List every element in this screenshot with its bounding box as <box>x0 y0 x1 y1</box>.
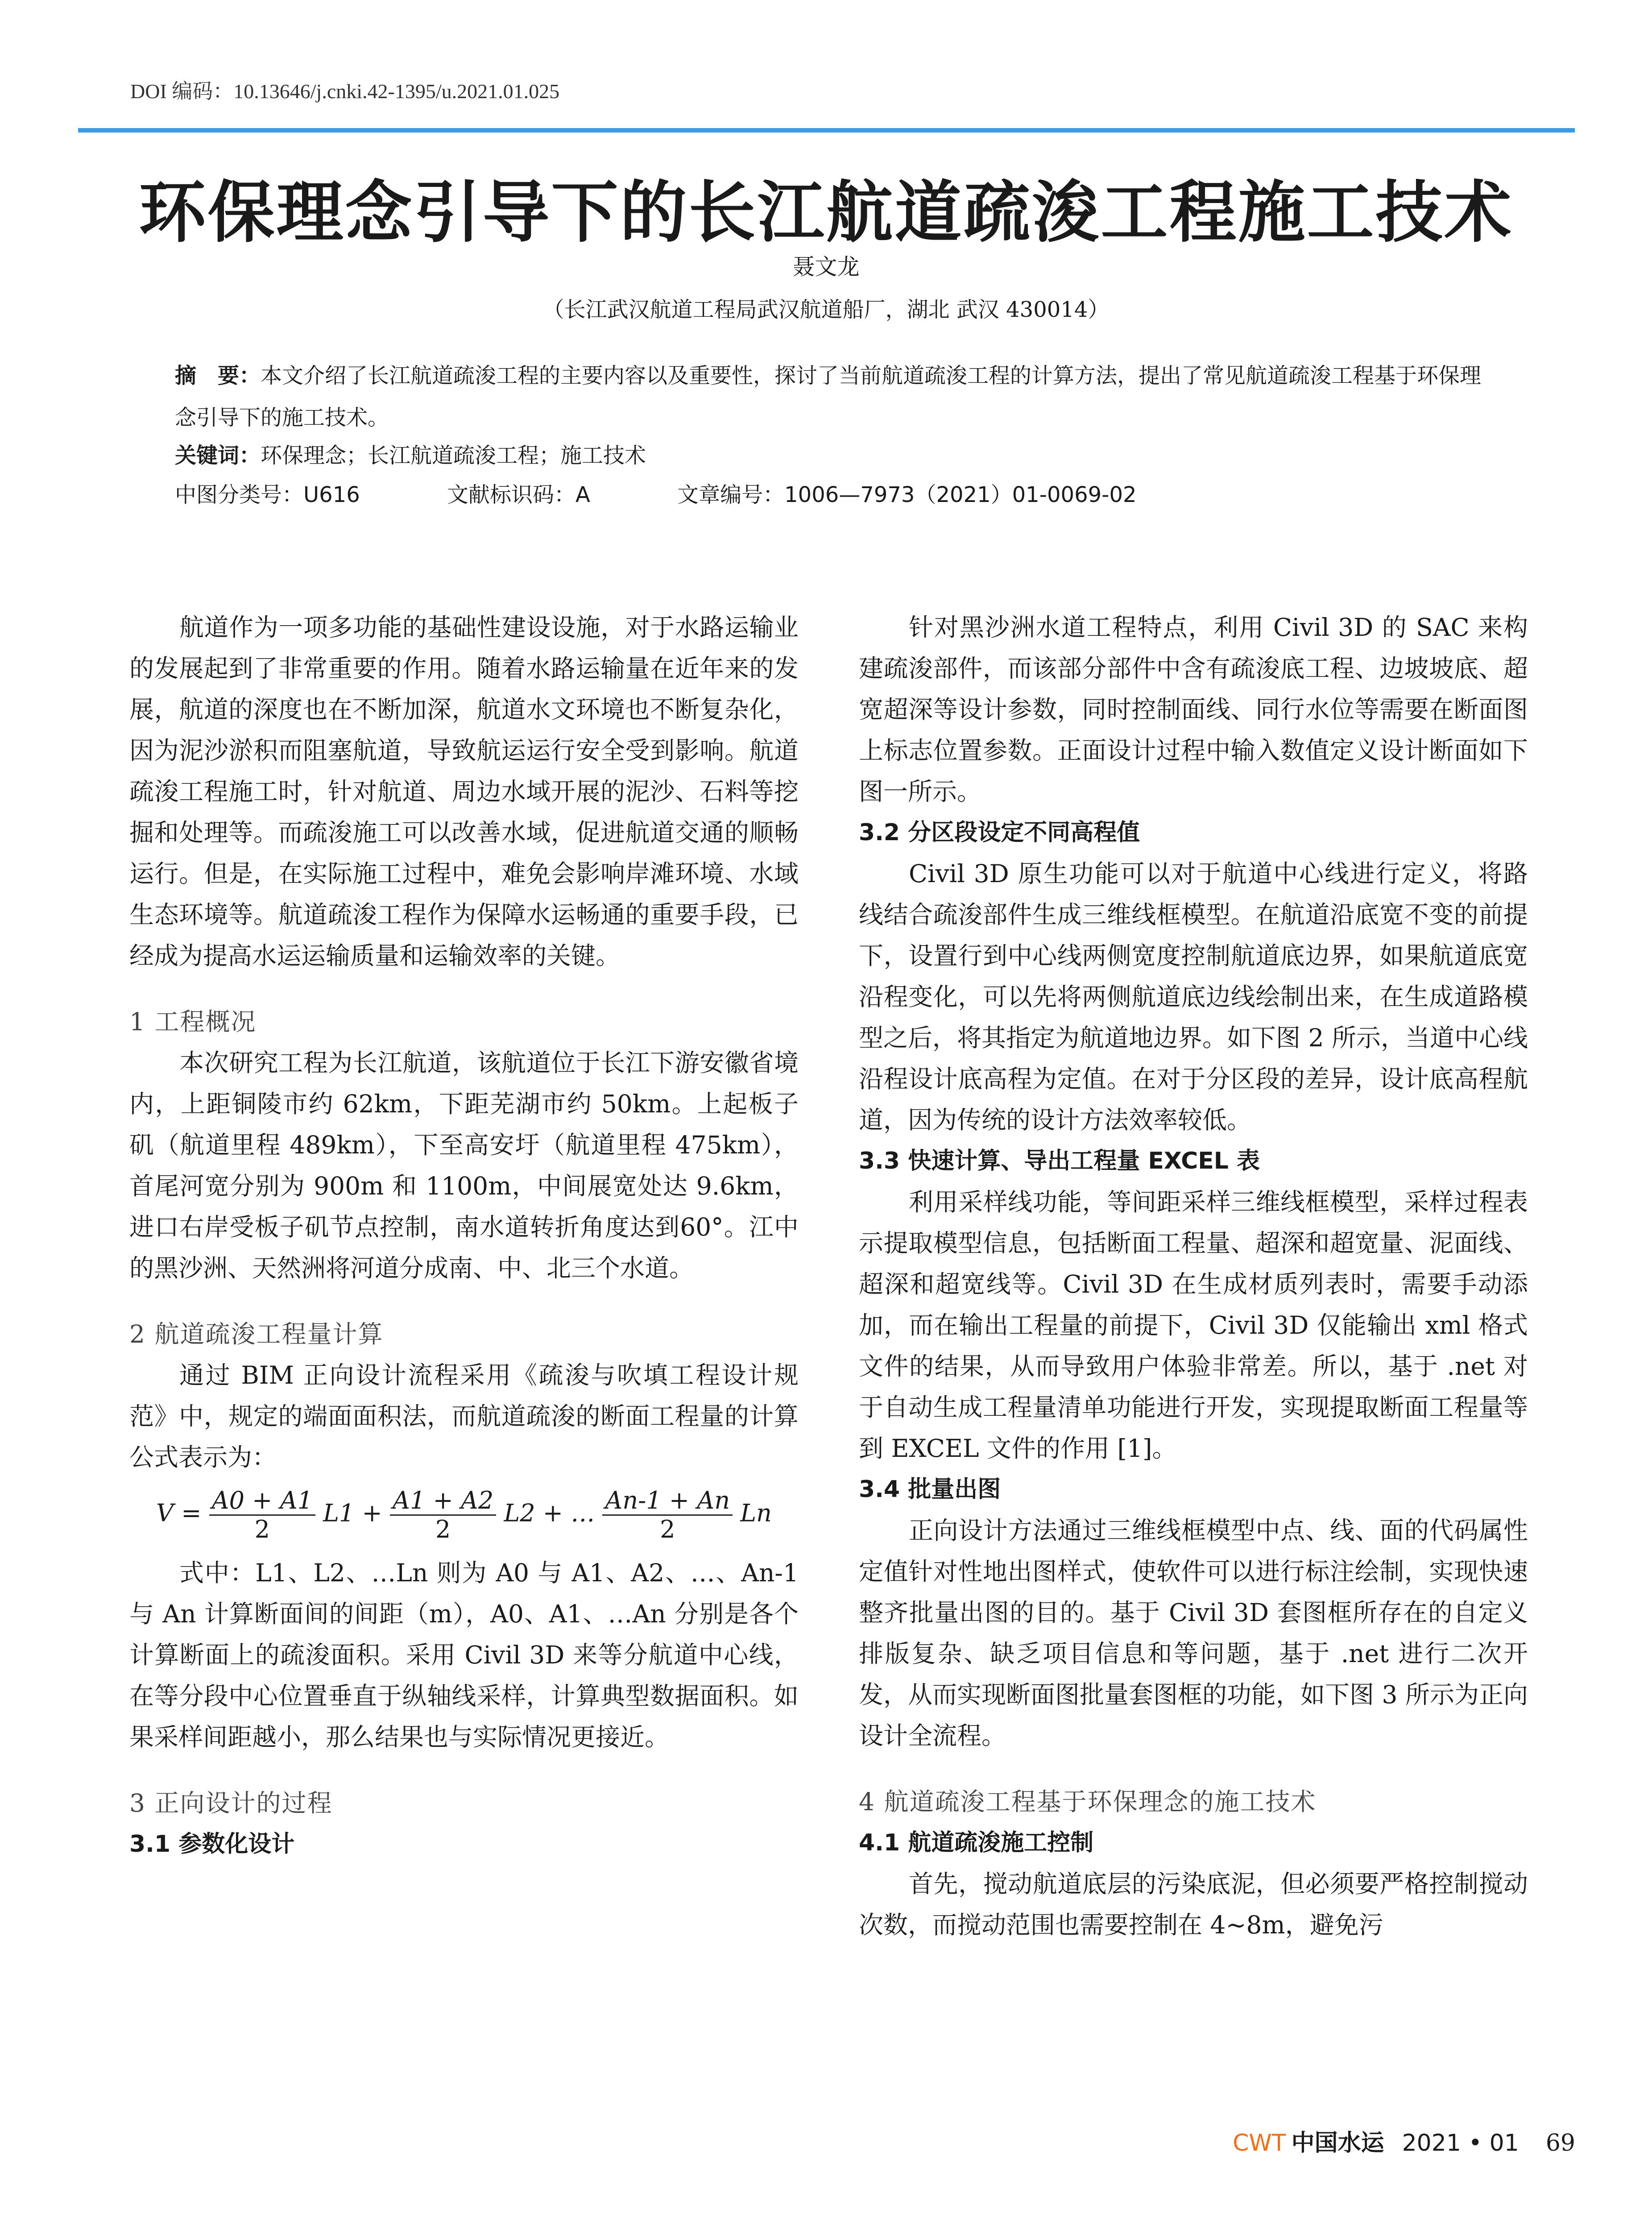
section-1-paragraph: 本次研究工程为长江航道，该航道位于长江下游安徽省境内，上距铜陵市约 62km，下距芜湖市约 50km。上起板子矶（航道里程 489km），下至高安圩（航道里程 475km），首尾河宽分别为 900m 和 1100m，中间展宽处达 9.6km，进口右岸受板子矶节点控制，南水道转折角度达到60°。江中的黑沙洲、天然洲将河道分成南、中、北三个水道。 <box>129 1049 799 1282</box>
affiliation: （长江武汉航道工程局武汉航道船厂，湖北 武汉 430014） <box>542 297 1110 322</box>
section-4-1-heading: 4.1 航道疏浚施工控制 <box>859 1829 1094 1856</box>
section-2-paragraph: 通过 BIM 正向设计流程采用《疏浚与吹填工程设计规范》中，规定的端面面积法，而航道疏浚的断面工程量的计算公式表示为： <box>129 1361 799 1472</box>
right-column <box>859 607 1528 1945</box>
volume-formula: V = $\frac{A0 + A1}{2}$ L1 + $\frac{A1 + A2}{2}$ L2 + … $\frac{An-1 + An}{2}$ Ln <box>156 1486 772 1543</box>
keywords <box>175 438 646 469</box>
fraction-2: $\frac{A1 + A2}{2}$ <box>390 1487 496 1543</box>
journal-brand: CWT <box>1233 2130 1286 2156</box>
author: 聂文龙 <box>792 254 860 280</box>
section-3-3-paragraph: 利用采样线功能，等间距采样三维线框模型，采样过程表示提取模型信息，包括断面工程量、超深和超宽量、泥面线、超深和超宽线等。Civil 3D 在生成材质列表时，需要手动添加，而在输出工程量的前提下，Civil 3D 仅能输出 xml 格式文件的结果，从而导致用户体验非常差。所以，基于 .net 对于自动生成工程量清单功能进行开发，实现提取断面工程量等到 EXCEL 文件的作用 [1]。 <box>859 1188 1528 1463</box>
section-1-heading: 1 工程概况 <box>129 1008 257 1036</box>
section-4-heading: 4 航道疏浚工程基于环保理念的施工技术 <box>859 1787 1317 1816</box>
section-3-2-paragraph: Civil 3D 原生功能可以对于航道中心线进行定义，将路线结合疏浚部件生成三维线框模型。在航道沿底宽不变的前提下，设置行到中心线两侧宽度控制航道底边界，如果航道底宽沿程变化，可以先将两侧航道底边线绘制出来，在生成道路模型之后，将其指定为航道地边界。如下图 2 所示，当道中心线沿程设计底高程为定值。在对于分区段的差异，设计底高程航道，因为传统的设计方法效率较低。 <box>859 859 1528 1134</box>
article-number: 文章编号：1006—7973（2021）01-0069-02 <box>677 482 1137 507</box>
classification-line <box>175 477 1217 508</box>
section-3-1-heading: 3.1 参数化设计 <box>129 1831 295 1858</box>
keywords-label: 关键词： <box>175 443 261 468</box>
formula-explanation: 式中：L1、L2、…Ln 则为 A0 与 A1、A2、…、An-1 与 An 计算断面间的间距（m），A0、A1、…An 分别是各个计算断面上的疏浚面积。采用 Civil 3D 来等分航道中心线，在等分段中心位置垂直于纵轴线采样，计算典型数据面积。如果采样间距越小，那么结果也与实际情况更接近。 <box>129 1559 799 1751</box>
intro-paragraph: 航道作为一项多功能的基础性建设设施，对于水路运输业的发展起到了非常重要的作用。随着水路运输量在近年来的发展，航道的深度也在不断加深，航道水文环境也不断复杂化，因为泥沙淤积而阻塞航道，导致航运运行安全受到影响。航道疏浚工程施工时，针对航道、周边水域开展的泥沙、石料等挖掘和处理等。而疏浚施工可以改善水域，促进航道交通的顺畅运行。但是，在实际施工过程中，难免会影响岸滩环境、水域生态环境等。航道疏浚工程作为保障水运畅通的重要手段，已经成为提高水运运输质量和运输效率的关键。 <box>129 613 799 970</box>
section-3-4-heading: 3.4 批量出图 <box>859 1476 1001 1503</box>
paper-title: 环保理念引导下的长江航道疏浚工程施工技术 <box>139 173 1513 252</box>
section-3-heading: 3 正向设计的过程 <box>129 1789 333 1817</box>
clc-number: 中图分类号：U616 <box>175 482 360 507</box>
section-3-3-heading: 3.3 快速计算、导出工程量 EXCEL 表 <box>859 1148 1260 1174</box>
page-number: 69 <box>1545 2130 1575 2156</box>
abstract <box>175 355 1491 439</box>
abstract-label: 摘 要： <box>175 363 261 388</box>
document-code: 文献标识码：A <box>447 482 590 507</box>
section-3-1-paragraph: 针对黑沙洲水道工程特点，利用 Civil 3D 的 SAC 来构建疏浚部件，而该部分部件中含有疏浚底工程、边坡坡底、超宽超深等设计参数，同时控制面线、同行水位等需要在断面图上标志位置参数。正面设计过程中输入数值定义设计断面如下图一所示。 <box>859 613 1528 806</box>
section-3-2-heading: 3.2 分区段设定不同高程值 <box>859 819 1140 846</box>
journal-name: 中国水运 <box>1291 2130 1384 2156</box>
doi-line: DOI 编码：10.13646/j.cnki.42-1395/u.2021.01.025 <box>130 80 560 103</box>
left-column <box>129 607 799 1865</box>
issue-number: 2021 • 01 <box>1402 2130 1519 2156</box>
fraction-1: $\frac{A0 + A1}{2}$ <box>209 1487 315 1543</box>
header-rule <box>78 128 1575 133</box>
fraction-3: $\frac{An-1 + An}{2}$ <box>602 1487 733 1543</box>
page-footer <box>1233 2124 1575 2157</box>
abstract-text: 本文介绍了长江航道疏浚工程的主要内容以及重要性，探讨了当前航道疏浚工程的计算方法，提出了常见航道疏浚工程基于环保理念引导下的施工技术。 <box>175 363 1482 430</box>
section-3-4-paragraph: 正向设计方法通过三维线框模型中点、线、面的代码属性定值针对性地出图样式，使软件可以进行标注绘制，实现快速整齐批量出图的目的。基于 Civil 3D 套图框所存在的自定义排版复杂、缺乏项目信息和等问题，基于 .net 进行二次开发，从而实现断面图批量套图框的功能，如下图 3 所示为正向设计全流程。 <box>859 1516 1528 1750</box>
keywords-text: 环保理念；长江航道疏浚工程；施工技术 <box>261 443 646 468</box>
section-4-1-paragraph: 首先，搅动航道底层的污染底泥，但必须要严格控制搅动次数，而搅动范围也需要控制在 4~8m，避免污 <box>859 1870 1528 1939</box>
section-2-heading: 2 航道疏浚工程量计算 <box>129 1320 384 1348</box>
